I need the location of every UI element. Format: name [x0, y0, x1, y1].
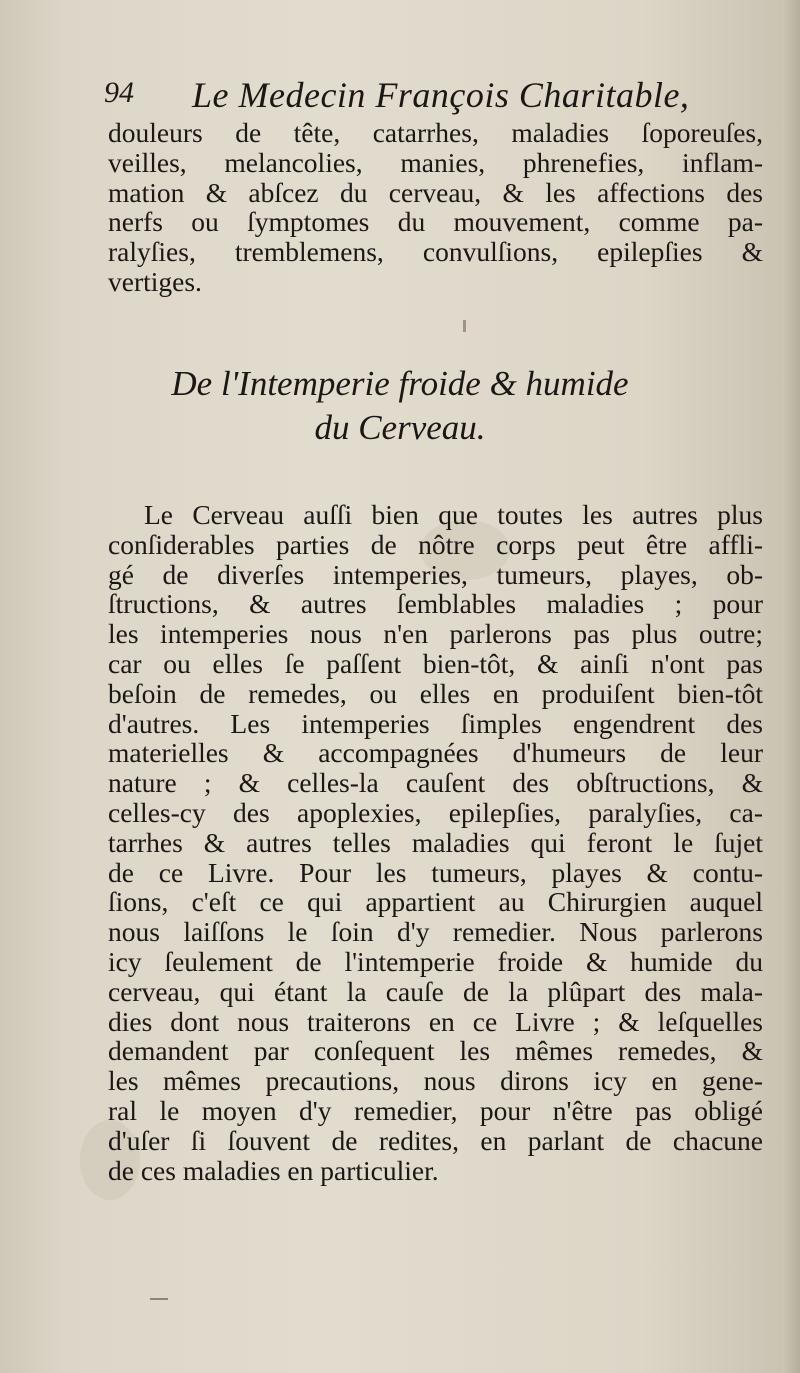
text-line: ral le moyen d'y remedier, pour n'être pas obligé: [108, 1094, 763, 1126]
text-line: icy ſeulement de l'intemperie froide & humide du: [108, 945, 763, 977]
text-line: dies dont nous traiterons en ce Livre ; & leſquelles: [108, 1005, 763, 1037]
page-number: 94: [104, 76, 134, 109]
text-line: de ces maladies en particulier.: [108, 1154, 439, 1186]
text-line: nature ; & celles-la cauſent des obſtructions, &: [108, 767, 763, 799]
text-line: ſions, c'eſt ce qui appartient au Chirurgien auquel: [108, 886, 763, 918]
section-heading-continued: du Cerveau.: [314, 408, 486, 447]
text-line: cerveau, qui étant la cauſe de la plûpart des mala-: [108, 975, 763, 1007]
text-line: douleurs de tête, catarrhes, maladies ſoporeuſes,: [108, 117, 763, 148]
page-edge-shadow: [782, 0, 800, 1373]
main-paragraph: [108, 500, 763, 1185]
text-line: materielles & accompagnées d'humeurs de leur: [108, 737, 763, 769]
running-title: Le Medecin François Charitable,: [192, 75, 690, 115]
text-line: demandent par conſequent les mêmes remedes, &: [108, 1035, 763, 1067]
text-line: les mêmes precautions, nous dirons icy en gene-: [108, 1065, 763, 1097]
intro-paragraph: [108, 118, 763, 297]
text-line: Le Cerveau auſſi bien que toutes les autres plus: [144, 499, 763, 530]
text-line: nerfs ou ſymptomes du mouvement, comme pa-: [108, 206, 763, 238]
text-line: d'autres. Les intemperies ſimples engendrent des: [108, 707, 763, 739]
text-line: conſiderables parties de nôtre corps peut être affli-: [108, 528, 763, 560]
ink-mark: [463, 320, 466, 332]
text-line: beſoin de remedes, ou elles en produiſent bien-tôt: [108, 677, 763, 709]
text-line: mation & abſcez du cerveau, & les affections des: [108, 176, 763, 208]
text-line: gé de diverſes intemperies, tumeurs, playes, ob-: [108, 558, 763, 590]
text-line: car ou elles ſe paſſent bien-tôt, & ainſi n'ont pas: [108, 647, 763, 679]
text-line: de ce Livre. Pour les tumeurs, playes & contu-: [108, 856, 763, 888]
text-line: d'uſer ſi ſouvent de redites, en parlant de chacune: [108, 1124, 763, 1156]
text-line: ſtructions, & autres ſemblables maladies ; pour: [108, 588, 763, 620]
catchword-mark: [150, 1298, 168, 1300]
text-line: veilles, melancolies, manies, phrenefies, inflam-: [108, 146, 763, 178]
text-line: ralyſies, tremblemens, convulſions, epilepſies &: [108, 236, 763, 268]
text-line: nous laiſſons le ſoin d'y remedier. Nous parlerons: [108, 916, 763, 948]
text-line: tarrhes & autres telles maladies qui feront le ſujet: [108, 826, 763, 858]
text-line: vertiges.: [108, 265, 202, 297]
text-line: celles-cy des apoplexies, epilepſies, paralyſies, ca-: [108, 796, 763, 828]
section-heading: De l'Intemperie froide & humide: [171, 364, 629, 403]
text-line: les intemperies nous n'en parlerons pas plus outre;: [108, 618, 763, 650]
